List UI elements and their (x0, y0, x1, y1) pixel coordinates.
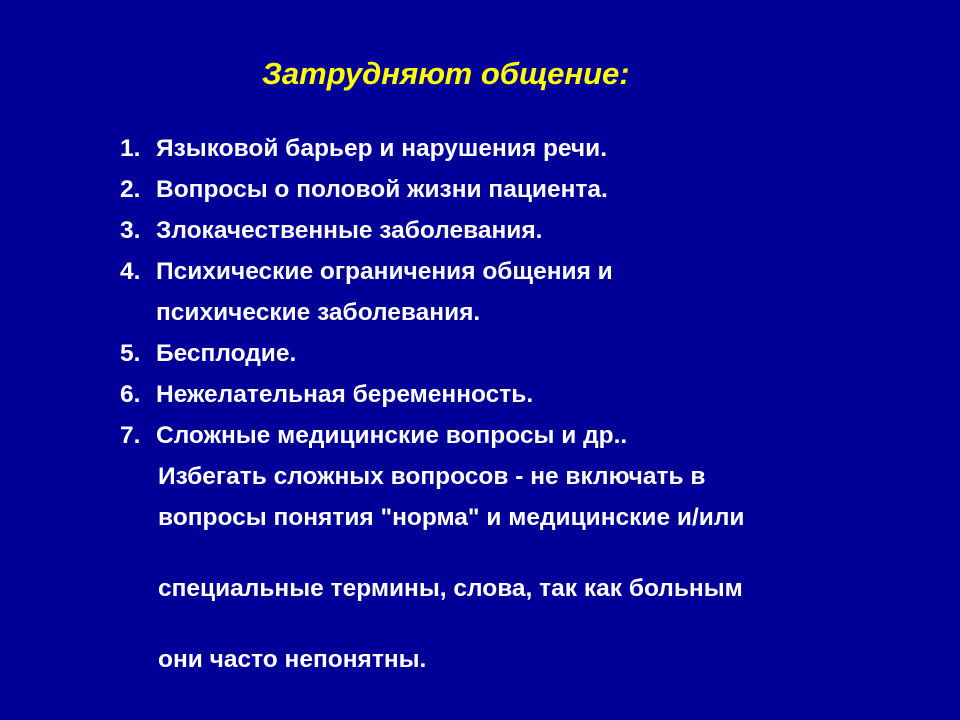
list-item-line: психические заболевания. (156, 299, 481, 326)
list-item-text (156, 210, 940, 251)
list-item (120, 415, 940, 456)
advice-note (120, 456, 940, 680)
list-item (120, 169, 940, 210)
list-item (120, 128, 940, 169)
list-item-text (156, 251, 940, 333)
list-item-text (156, 415, 940, 456)
list-item-text (156, 128, 940, 169)
list-item-line: Сложные медицинские вопросы и др.. (156, 422, 628, 449)
slide-title: Затрудняют общение: (262, 56, 630, 91)
list-item-number: 6. (120, 381, 141, 408)
list-item-number: 5. (120, 340, 141, 367)
list-item-number: 3. (120, 217, 141, 244)
list-item-number: 7. (120, 422, 141, 449)
advice-note-line: Избегать сложных вопросов - не включать в (158, 463, 706, 490)
list-item-line: Психические ограничения общения и (156, 258, 613, 285)
list-item-number: 2. (120, 176, 141, 203)
list-item (120, 333, 940, 374)
advice-note-line: они часто непонятны. (158, 646, 427, 673)
advice-note-line: вопросы понятия "норма" и медицинские и/или (158, 504, 745, 531)
list-item (120, 251, 940, 333)
list-item-text (156, 333, 940, 374)
advice-note-line: специальные термины, слова, так как больным (158, 575, 743, 602)
list-item-line: Языковой барьер и нарушения речи. (156, 135, 608, 162)
list-item-text (156, 374, 940, 415)
list-item-text (156, 169, 940, 210)
list-item-number: 4. (120, 258, 141, 285)
list-item-line: Вопросы о половой жизни пациента. (156, 176, 608, 203)
list-item-line: Бесплодие. (156, 340, 297, 367)
list-item-line: Злокачественные заболевания. (156, 217, 543, 244)
list-item-number: 1. (120, 135, 141, 162)
list-item-line: Нежелательная беременность. (156, 381, 534, 408)
list-item (120, 374, 940, 415)
numbered-list (120, 128, 940, 680)
list-item (120, 210, 940, 251)
